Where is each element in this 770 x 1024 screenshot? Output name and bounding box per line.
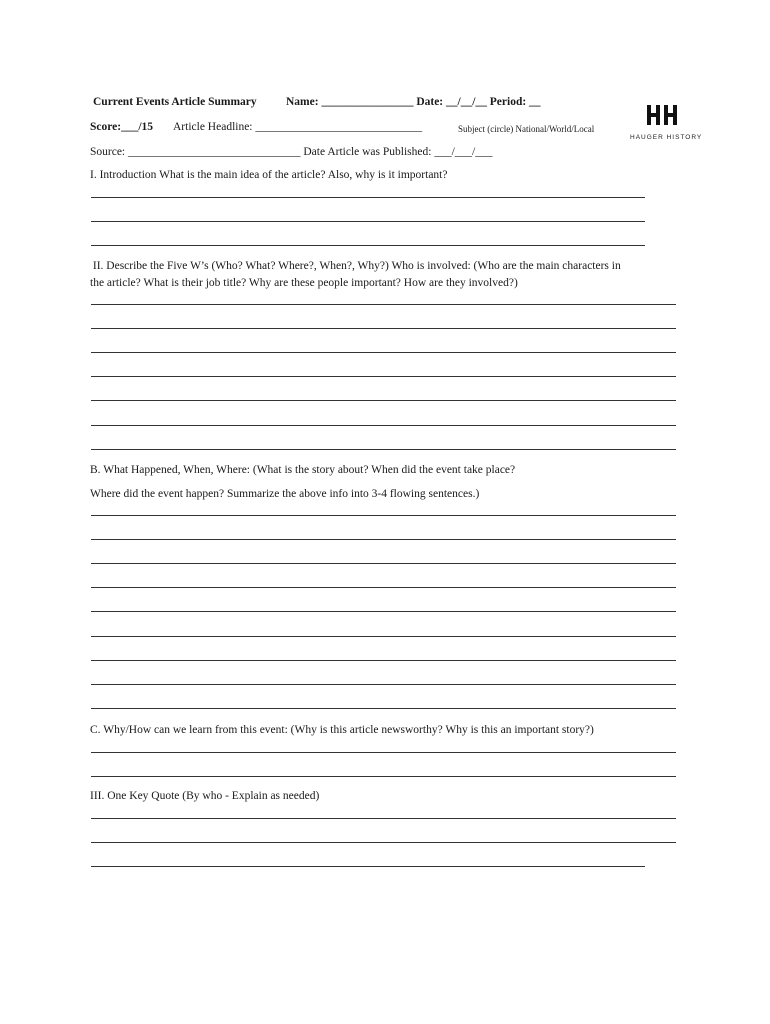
answer-line[interactable] bbox=[91, 245, 645, 246]
five-ws-prompt-line1: II. Describe the Five W’s (Who? What? Where?, When?, Why?) Who is involved: (Who are the main characters in bbox=[90, 260, 621, 272]
answer-line[interactable] bbox=[91, 776, 676, 777]
why-how-prompt: C. Why/How can we learn from this event: (Why is this article newsworthy? Why is this an important story?) bbox=[90, 724, 594, 736]
intro-prompt: I. Introduction What is the main idea of the article? Also, why is it important? bbox=[90, 169, 448, 181]
answer-line[interactable] bbox=[91, 818, 676, 819]
answer-line[interactable] bbox=[91, 515, 676, 516]
name-date-period-field[interactable]: Name: ________________ Date: __/__/__ Period: __ bbox=[286, 96, 541, 108]
what-happened-prompt-line1: B. What Happened, When, Where: (What is the story about? When did the event take place? bbox=[90, 464, 516, 476]
source-date-field[interactable]: Source: ______________________________ Date Article was Published: ___/___/___ bbox=[90, 146, 493, 158]
answer-line[interactable] bbox=[91, 842, 676, 843]
answer-line[interactable] bbox=[91, 660, 676, 661]
answer-line[interactable] bbox=[91, 611, 676, 612]
headline-field[interactable]: Article Headline: _____________________________ bbox=[173, 121, 423, 133]
answer-line[interactable] bbox=[91, 221, 645, 222]
answer-line[interactable] bbox=[91, 587, 676, 588]
answer-line[interactable] bbox=[91, 563, 676, 564]
subject-options: Subject (circle) National/World/Local bbox=[458, 124, 595, 134]
answer-line[interactable] bbox=[91, 328, 676, 329]
score-field[interactable]: Score:___/15 bbox=[90, 121, 154, 133]
answer-line[interactable] bbox=[91, 539, 676, 540]
logo-caption: HAUGER HISTORY bbox=[630, 134, 703, 141]
answer-line[interactable] bbox=[91, 866, 645, 867]
answer-line[interactable] bbox=[91, 376, 676, 377]
answer-line[interactable] bbox=[91, 197, 645, 198]
answer-line[interactable] bbox=[91, 425, 676, 426]
answer-line[interactable] bbox=[91, 449, 676, 450]
five-ws-prompt-line2: the article? What is their job title? Why are these people important? How are they involved?) bbox=[90, 277, 518, 289]
answer-line[interactable] bbox=[91, 636, 676, 637]
answer-line[interactable] bbox=[91, 752, 676, 753]
what-happened-prompt-line2: Where did the event happen? Summarize the above info into 3-4 flowing sentences.) bbox=[90, 488, 480, 500]
answer-line[interactable] bbox=[91, 352, 676, 353]
hauger-history-logo-icon bbox=[646, 104, 678, 126]
answer-line[interactable] bbox=[91, 304, 676, 305]
answer-line[interactable] bbox=[91, 708, 676, 709]
worksheet-title: Current Events Article Summary bbox=[93, 96, 257, 108]
answer-line[interactable] bbox=[91, 684, 676, 685]
answer-line[interactable] bbox=[91, 400, 676, 401]
key-quote-prompt: III. One Key Quote (By who - Explain as needed) bbox=[90, 790, 320, 802]
